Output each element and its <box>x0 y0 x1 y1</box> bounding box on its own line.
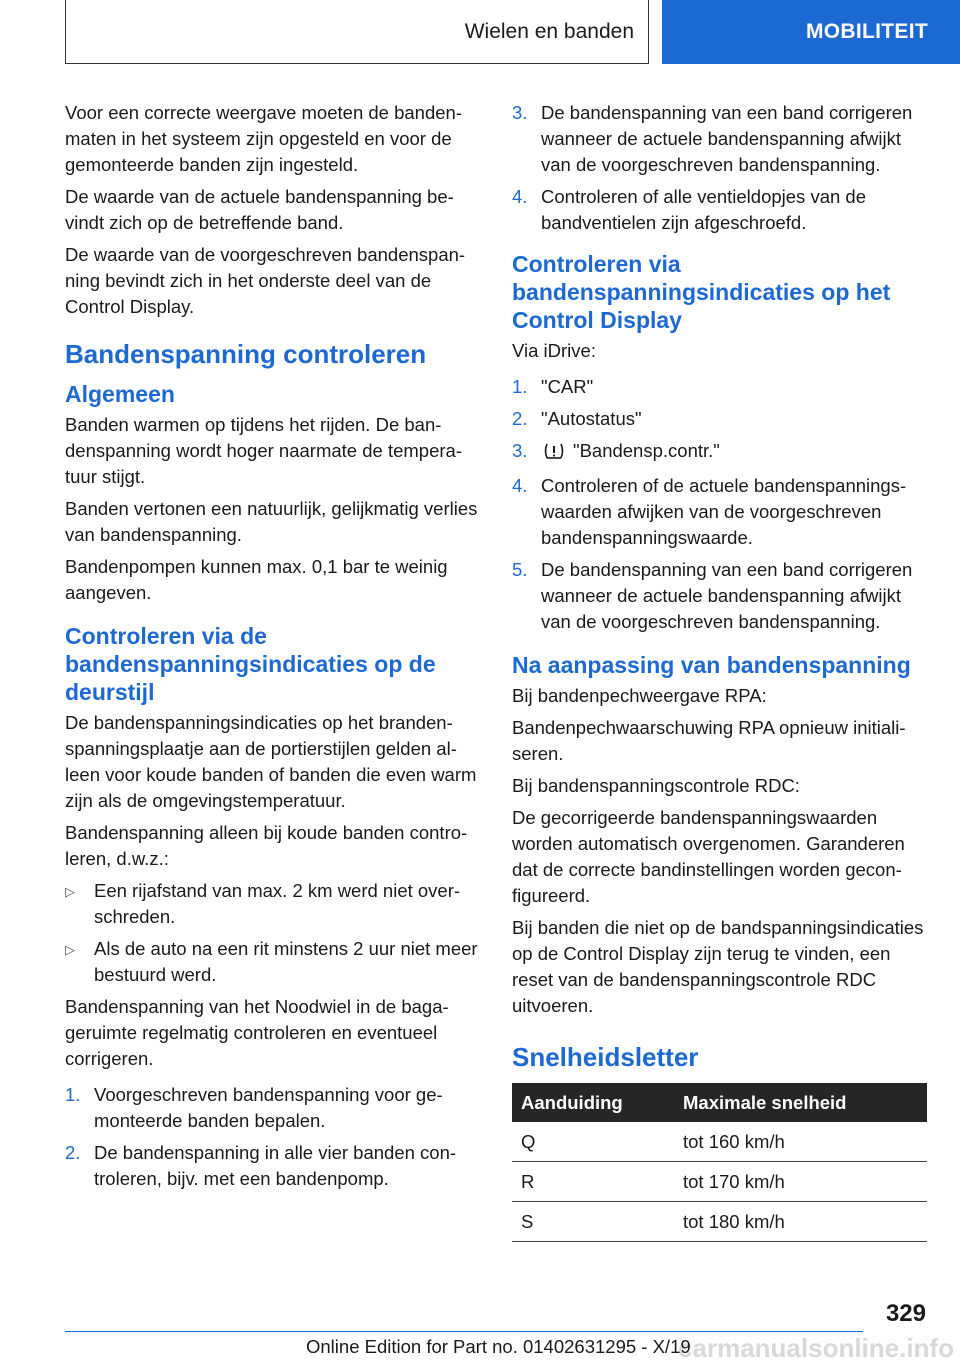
adjust-paragraph: Bij bandenspanningscontrole RDC: <box>512 775 800 796</box>
adjust-paragraph: Bandenpechwaarschuwing RPA opnieuw initialiseren. <box>512 717 906 764</box>
list-text: De bandenspanning van een band corrigeren wanneer de actuele bandenspanning afwijkt van de voorgeschreven bandenspanning. <box>541 102 913 175</box>
bullet-item <box>65 936 480 988</box>
footer-edition: Online Edition for Part no. 01402631295 - X/19 <box>306 1336 691 1357</box>
list-text: "Autostatus" <box>541 408 642 429</box>
list-item <box>512 184 927 236</box>
list-item <box>65 1082 480 1134</box>
table-cell: R <box>512 1162 675 1202</box>
list-number: 4. <box>512 475 528 496</box>
watermark: carmanualsonline.info <box>678 1333 954 1363</box>
chapter-tab <box>65 0 649 64</box>
list-item <box>512 438 927 467</box>
heading-general: Algemeen <box>65 381 175 407</box>
list-number: 2. <box>65 1142 81 1163</box>
list-item <box>512 406 927 432</box>
intro-paragraph: Voor een correcte weergave moeten de bandenmaten in het systeem zijn opgesteld en voor de gemonteerde banden zijn ingesteld. <box>65 102 462 175</box>
triangle-bullet-icon: ▷ <box>65 884 75 899</box>
list-number: 3. <box>512 102 528 123</box>
intro-paragraph: De waarde van de voorgeschreven bandenspanning bevindt zich in het onderste deel van de Control Display. <box>65 244 466 317</box>
heading-check-pressure: Bandenspanning controleren <box>65 339 427 369</box>
list-text: Voorgeschreven bandenspanning voor gemonteerde banden bepalen. <box>94 1084 443 1131</box>
left-column <box>65 100 480 1198</box>
list-item <box>512 100 927 178</box>
adjust-paragraph: Bij banden die niet op de bandspanningsindicaties op de Control Display zijn terug te vinden, een reset van de bandenspanningscontrole RDC uitvoeren. <box>512 917 924 1016</box>
page-number: 329 <box>885 1300 926 1327</box>
table-cell: S <box>512 1202 675 1242</box>
speed-rating-table <box>512 1083 927 1242</box>
heading-door-pillar: Controleren via de bandenspanningsindicaties op de deurstijl <box>65 623 436 705</box>
section-title: MOBILITEIT <box>806 20 928 43</box>
adjust-paragraph: Bij bandenpechweergave RPA: <box>512 685 767 706</box>
list-text: "CAR" <box>541 376 594 397</box>
list-item <box>512 473 927 551</box>
list-number: 5. <box>512 559 528 580</box>
door-paragraph: Bandenspanning alleen bij koude banden controleren, d.w.z.: <box>65 822 468 869</box>
list-number: 1. <box>65 1084 81 1105</box>
intro-paragraph: De waarde van de actuele bandenspanning bevindt zich op de betreffende band. <box>65 186 454 233</box>
chapter-title: Wielen en banden <box>464 19 634 43</box>
general-paragraph: Banden vertonen een natuurlijk, gelijkmatig verlies van bandenspanning. <box>65 498 478 545</box>
section-tab <box>662 0 960 64</box>
list-text-with-icon <box>541 438 720 467</box>
list-text: "Bandensp.contr." <box>573 440 720 461</box>
table-row <box>512 1162 927 1202</box>
list-item <box>512 374 927 400</box>
table-row <box>512 1122 927 1162</box>
tire-pressure-icon <box>543 441 565 467</box>
list-text: Controleren of alle ventieldopjes van de bandventielen zijn afgeschroefd. <box>541 186 866 233</box>
heading-after-adjustment: Na aanpassing van bandenspanning <box>512 652 911 678</box>
general-paragraph: Bandenpompen kunnen max. 0,1 bar te weinig aangeven. <box>65 556 448 603</box>
list-number: 1. <box>512 376 528 397</box>
list-number: 4. <box>512 186 528 207</box>
adjust-paragraph: De gecorrigeerde bandenspanningswaarden worden automatisch overgenomen. Garanderen dat de correcte bandinstellingen worden geconfigureerd. <box>512 807 905 906</box>
triangle-bullet-icon: ▷ <box>65 942 75 957</box>
bullet-text: Een rijafstand van max. 2 km werd niet overschreden. <box>94 880 461 927</box>
table-row <box>512 1202 927 1242</box>
footer-divider <box>65 1331 863 1332</box>
list-number: 3. <box>512 440 528 461</box>
list-text: Controleren of de actuele bandenspanningswaarden afwijken van de voorgeschreven bandenspanningswaarde. <box>541 475 907 548</box>
list-text: De bandenspanning in alle vier banden controleren, bijv. met een bandenpomp. <box>94 1142 457 1189</box>
table-cell: Q <box>512 1122 675 1162</box>
column-header: Maximale snelheid <box>675 1083 927 1122</box>
spare-wheel-paragraph: Bandenspanning van het Noodwiel in de bagageruimte regelmatig controleren en eventueel corrigeren. <box>65 996 449 1069</box>
heading-speed-letter: Snelheidsletter <box>512 1042 699 1072</box>
table-header-row <box>512 1083 927 1122</box>
bullet-item <box>65 878 480 930</box>
list-number: 2. <box>512 408 528 429</box>
table-cell: tot 180 km/h <box>675 1202 927 1242</box>
bullet-text: Als de auto na een rit minstens 2 uur niet meer bestuurd werd. <box>94 938 478 985</box>
via-idrive: Via iDrive: <box>512 340 596 361</box>
column-header: Aanduiding <box>512 1083 675 1122</box>
list-item <box>512 557 927 635</box>
general-paragraph: Banden warmen op tijdens het rijden. De bandenspanning wordt hoger naarmate de temperatuur stijgt. <box>65 414 462 487</box>
list-text: De bandenspanning van een band corrigeren wanneer de actuele bandenspanning afwijkt van de voorgeschreven bandenspanning. <box>541 559 913 632</box>
table-cell: tot 160 km/h <box>675 1122 927 1162</box>
table-cell: tot 170 km/h <box>675 1162 927 1202</box>
right-column <box>512 100 927 1242</box>
list-item <box>65 1140 480 1192</box>
heading-control-display: Controleren via bandenspanningsindicaties op het Control Display <box>512 251 891 333</box>
door-paragraph: De bandenspanningsindicaties op het brandenspanningsplaatje aan de portierstijlen gelden alleen voor koude banden of banden die even warm zijn als de omgevingstemperatuur. <box>65 712 477 811</box>
